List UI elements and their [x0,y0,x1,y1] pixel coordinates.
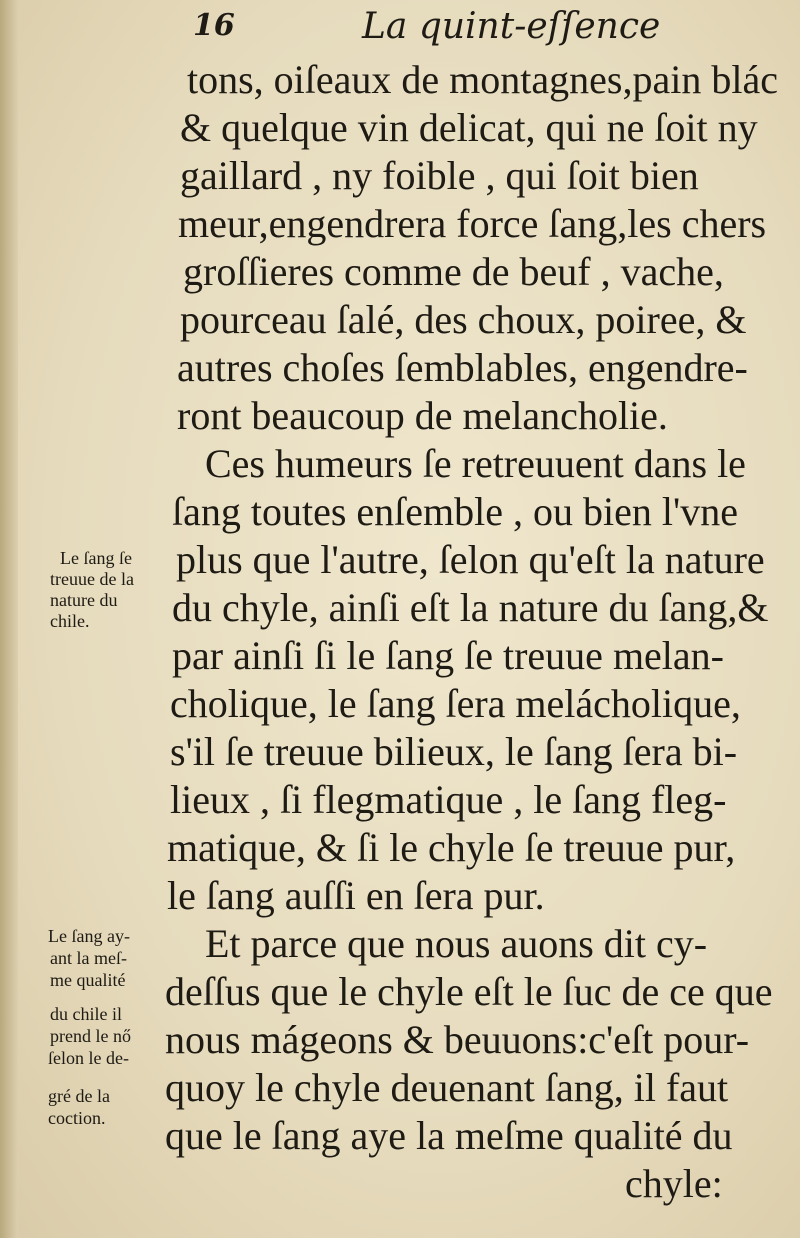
margin-note-line: ant la meſ- [50,948,127,968]
margin-note-line: nature du [50,590,118,610]
margin-note-line: chile. [50,611,90,631]
margin-note-line: Le ſang ay- [48,926,130,946]
text-line: s'il ſe treuue bilieux, le ſang ſera bi- [170,729,738,774]
text-line: ront beaucoup de melancholie. [177,393,668,438]
text-line: du chyle, ainſi eſt la nature du ſang,& [172,585,769,630]
text-line: deſſus que le chyle eſt le ſuc de ce que [165,969,773,1014]
text-line: Ces humeurs ſe retreuuent dans le [205,441,746,486]
text-line: ſang toutes enſemble , ou bien l'vne [172,489,738,534]
page-number: 16 [193,8,235,43]
margin-note-line: gré de la [48,1086,110,1106]
margin-note-line: me qualité [50,970,126,990]
text-line: cholique, le ſang ſera melácholique, [170,681,741,726]
text-line: plus que l'autre, ſelon qu'eſt la nature [176,537,765,582]
text-line: autres choſes ſemblables, engendre- [177,345,748,390]
text-line: pourceau ſalé, des choux, poiree, & [180,297,747,342]
text-line: matique, & ſi le chyle ſe treuue pur, [167,825,736,870]
margin-note-line: prend le nő [50,1026,131,1046]
margin-note-line: Le ſang ſe [60,548,132,568]
running-title: La quint-eſſence [362,6,661,47]
text-line: nous mágeons & beuuons:c'eſt pour- [165,1017,750,1062]
margin-note-line: du chile il [50,1004,122,1024]
text-line: que le ſang aye la meſme qualité du [165,1113,733,1158]
text-line: meur,engendrera force ſang,les chers [178,201,767,246]
text-line: tons, oiſeaux de montagnes,pain blác [187,57,778,102]
catchword: chyle: [625,1161,723,1206]
text-line: groſſieres comme de beuf , vache, [183,249,724,294]
margin-note-line: coction. [48,1108,106,1128]
text-line: le ſang auſſi en ſera pur. [167,873,545,918]
margin-note-line: treuue de la [50,569,134,589]
text-line: lieux , ſi flegmatique , le ſang fleg- [170,777,727,822]
text-line: quoy le chyle deuenant ſang, il faut [165,1065,729,1110]
text-line: gaillard , ny foible , qui ſoit bien [180,153,699,198]
page-gutter-shadow [0,0,18,1238]
text-line: & quelque vin delicat, qui ne ſoit ny [180,105,758,150]
text-line: Et parce que nous auons dit cy- [205,921,708,966]
text-line: par ainſi ſi le ſang ſe treuue melan- [172,633,724,678]
margin-note-line: ſelon le de- [48,1048,129,1068]
